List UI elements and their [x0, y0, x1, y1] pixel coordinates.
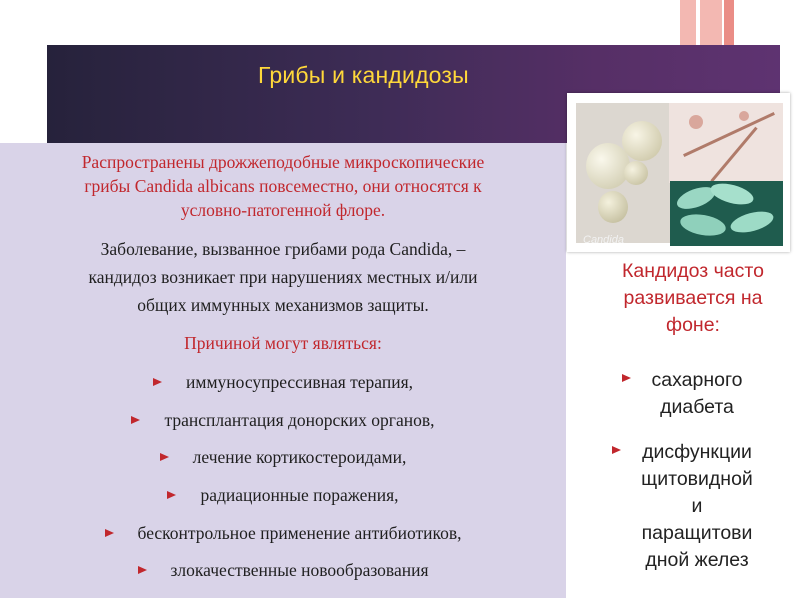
- intro-line: грибы Candida albicans повсеместно, они относятся к: [84, 176, 482, 196]
- cause-item: [0, 522, 566, 544]
- red-arrow-bullet-icon: [153, 378, 162, 386]
- cause-item: [0, 409, 566, 431]
- side-heading-line: развивается на: [623, 287, 763, 309]
- side-item-line: дной желез: [645, 549, 749, 571]
- disease-line: кандидоз возникает при нарушениях местных и/или: [88, 267, 478, 287]
- candida-micrograph-image: [567, 93, 790, 252]
- yeast-cells-photo: [576, 103, 676, 243]
- disease-line: Заболевание, вызванное грибами рода Candida, –: [100, 239, 466, 259]
- side-heading-line: фоне:: [666, 314, 720, 336]
- cause-item: [0, 371, 566, 393]
- main-text-panel: [0, 143, 566, 598]
- side-item-diabetes: [604, 367, 790, 421]
- red-arrow-bullet-icon: [167, 491, 176, 499]
- side-item-line: сахарного: [651, 369, 743, 391]
- side-item-line: дисфункции: [642, 441, 752, 463]
- side-item-line: диабета: [660, 396, 734, 418]
- cause-text: лечение кортикостероидами,: [192, 447, 407, 467]
- side-heading: [596, 258, 790, 339]
- cause-item: [0, 559, 566, 581]
- cause-text: радиационные поражения,: [200, 485, 399, 505]
- hyphae-photo: [669, 103, 783, 183]
- red-arrow-bullet-icon: [160, 453, 169, 461]
- red-arrow-bullet-icon: [105, 529, 114, 537]
- slide-title: Грибы и кандидозы: [258, 62, 469, 88]
- image-caption: Candida: [583, 234, 624, 246]
- side-item-thyroid: [604, 439, 790, 574]
- cause-text: трансплантация донорских органов,: [164, 410, 435, 430]
- cause-item: [0, 484, 566, 506]
- side-item-line: и: [691, 495, 703, 517]
- side-item-line: щитовидной: [641, 468, 753, 490]
- cause-text: иммуносупрессивная терапия,: [186, 372, 413, 392]
- cause-text: злокачественные новообразования: [170, 560, 429, 580]
- red-arrow-bullet-icon: [131, 416, 140, 424]
- cause-text: бесконтрольное применение антибиотиков,: [137, 523, 462, 543]
- intro-line: Распространены дрожжеподобные микроскопические: [81, 152, 485, 172]
- causes-heading: Причиной могут являться:: [184, 333, 382, 353]
- cause-item: [0, 446, 566, 468]
- red-arrow-bullet-icon: [138, 566, 147, 574]
- side-heading-line: Кандидоз часто: [622, 260, 764, 282]
- side-item-line: паращитови: [641, 522, 753, 544]
- blastospores-photo: [670, 181, 783, 246]
- disease-line: общих иммунных механизмов защиты.: [137, 295, 429, 315]
- intro-line: условно-патогенной флоре.: [180, 200, 386, 220]
